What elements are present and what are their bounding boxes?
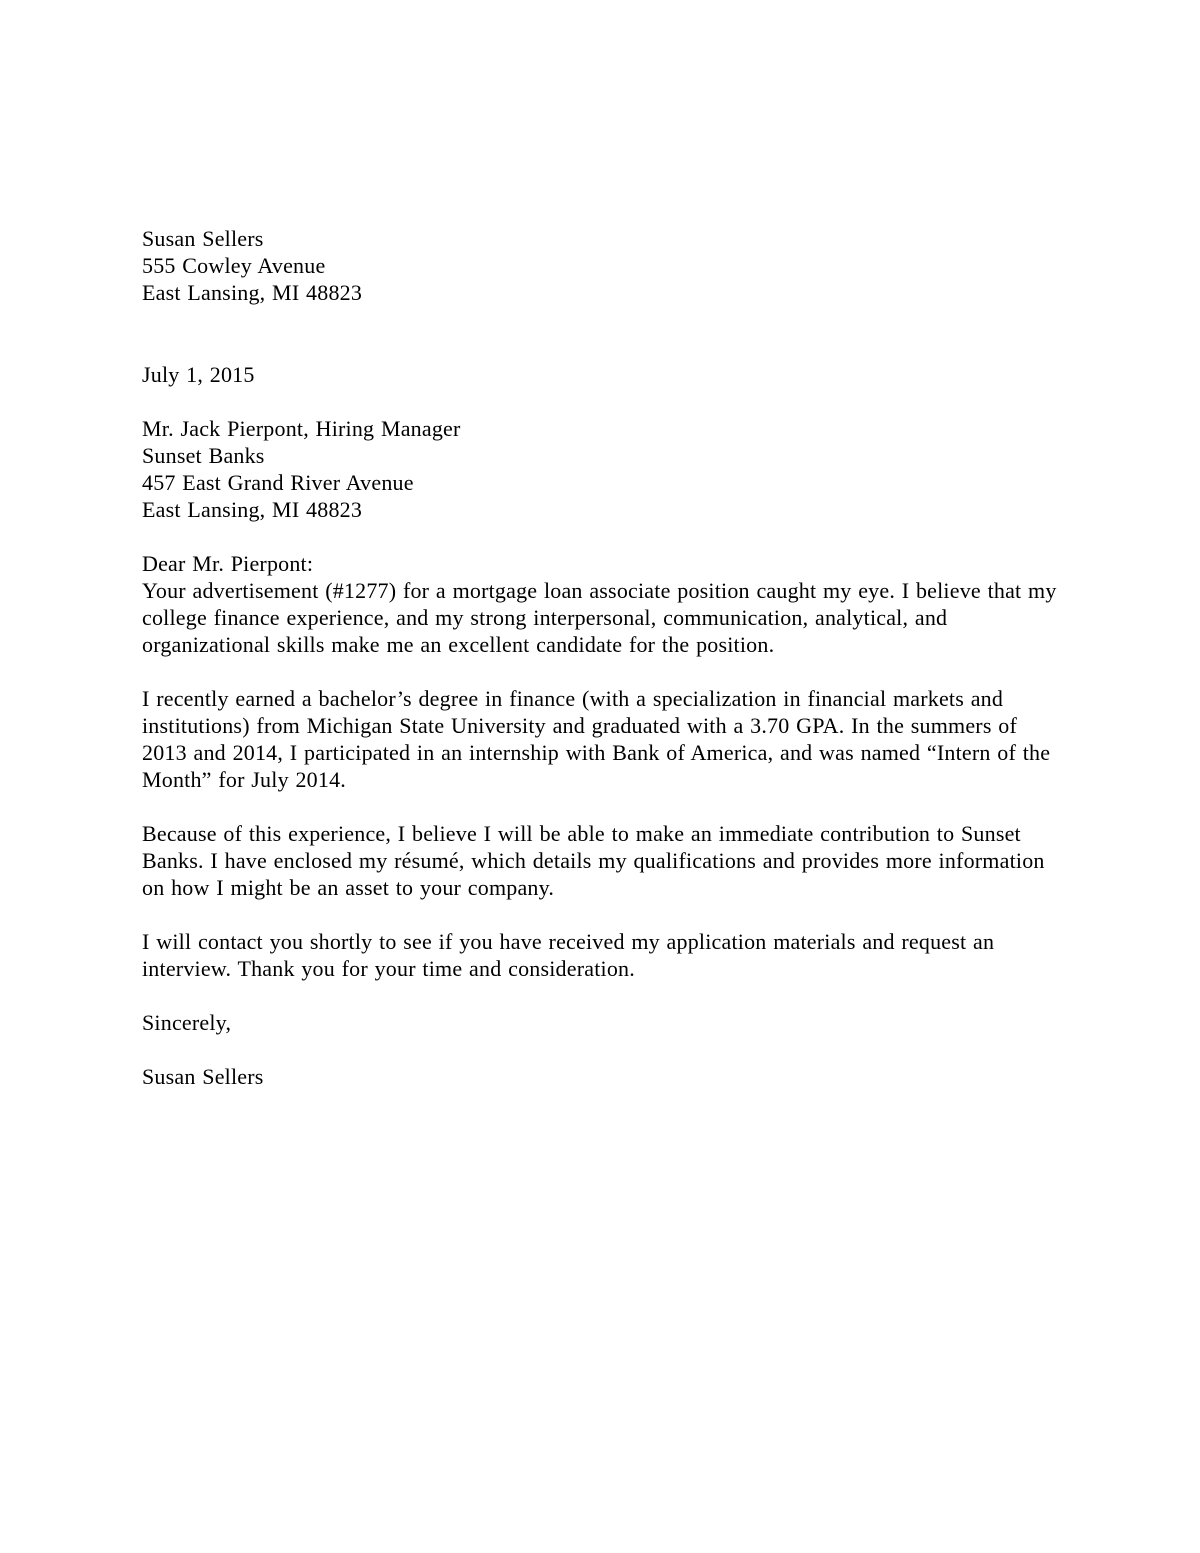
recipient-street: 457 East Grand River Avenue: [142, 470, 414, 495]
paragraph-follow-up: I will contact you shortly to see if you have received my application materials and request an interview. Thank you for your time and consideration.: [142, 929, 995, 981]
cover-letter-page: [142, 225, 1060, 1090]
paragraph-contribution: Because of this experience, I believe I will be able to make an immediate contribution to Sunset Banks. I have enclosed my résumé, which details my qualifications and provides more information on how I might be an asset to your company.: [142, 821, 1045, 900]
recipient-name-title: Mr. Jack Pierpont, Hiring Manager: [142, 416, 461, 441]
recipient-city-state-zip: East Lansing, MI 48823: [142, 497, 363, 522]
recipient-company: Sunset Banks: [142, 443, 265, 468]
paragraph-opening: Your advertisement (#1277) for a mortgage loan associate position caught my eye. I believe that my college finance experience, and my strong interpersonal, communication, analytical, and organizational skills make me an excellent candidate for the position.: [142, 578, 1057, 657]
signature-name: Susan Sellers: [142, 1064, 264, 1089]
paragraph-education-experience: I recently earned a bachelor’s degree in finance (with a specialization in financial markets and institutions) from Michigan State University and graduated with a 3.70 GPA. In the summers of 2013 and 2014, I participated in an internship with Bank of America, and was named “Intern of the Month” for July 2014.: [142, 686, 1051, 792]
recipient-address-block: [142, 415, 1060, 523]
closing: Sincerely,: [142, 1010, 232, 1035]
salutation: Dear Mr. Pierpont:: [142, 551, 314, 576]
sender-name: Susan Sellers: [142, 226, 264, 251]
letter-date: July 1, 2015: [142, 362, 255, 387]
salutation-and-opening-paragraph: [142, 550, 1060, 658]
sender-address-block: [142, 225, 1060, 306]
sender-street: 555 Cowley Avenue: [142, 253, 326, 278]
sender-city-state-zip: East Lansing, MI 48823: [142, 280, 363, 305]
